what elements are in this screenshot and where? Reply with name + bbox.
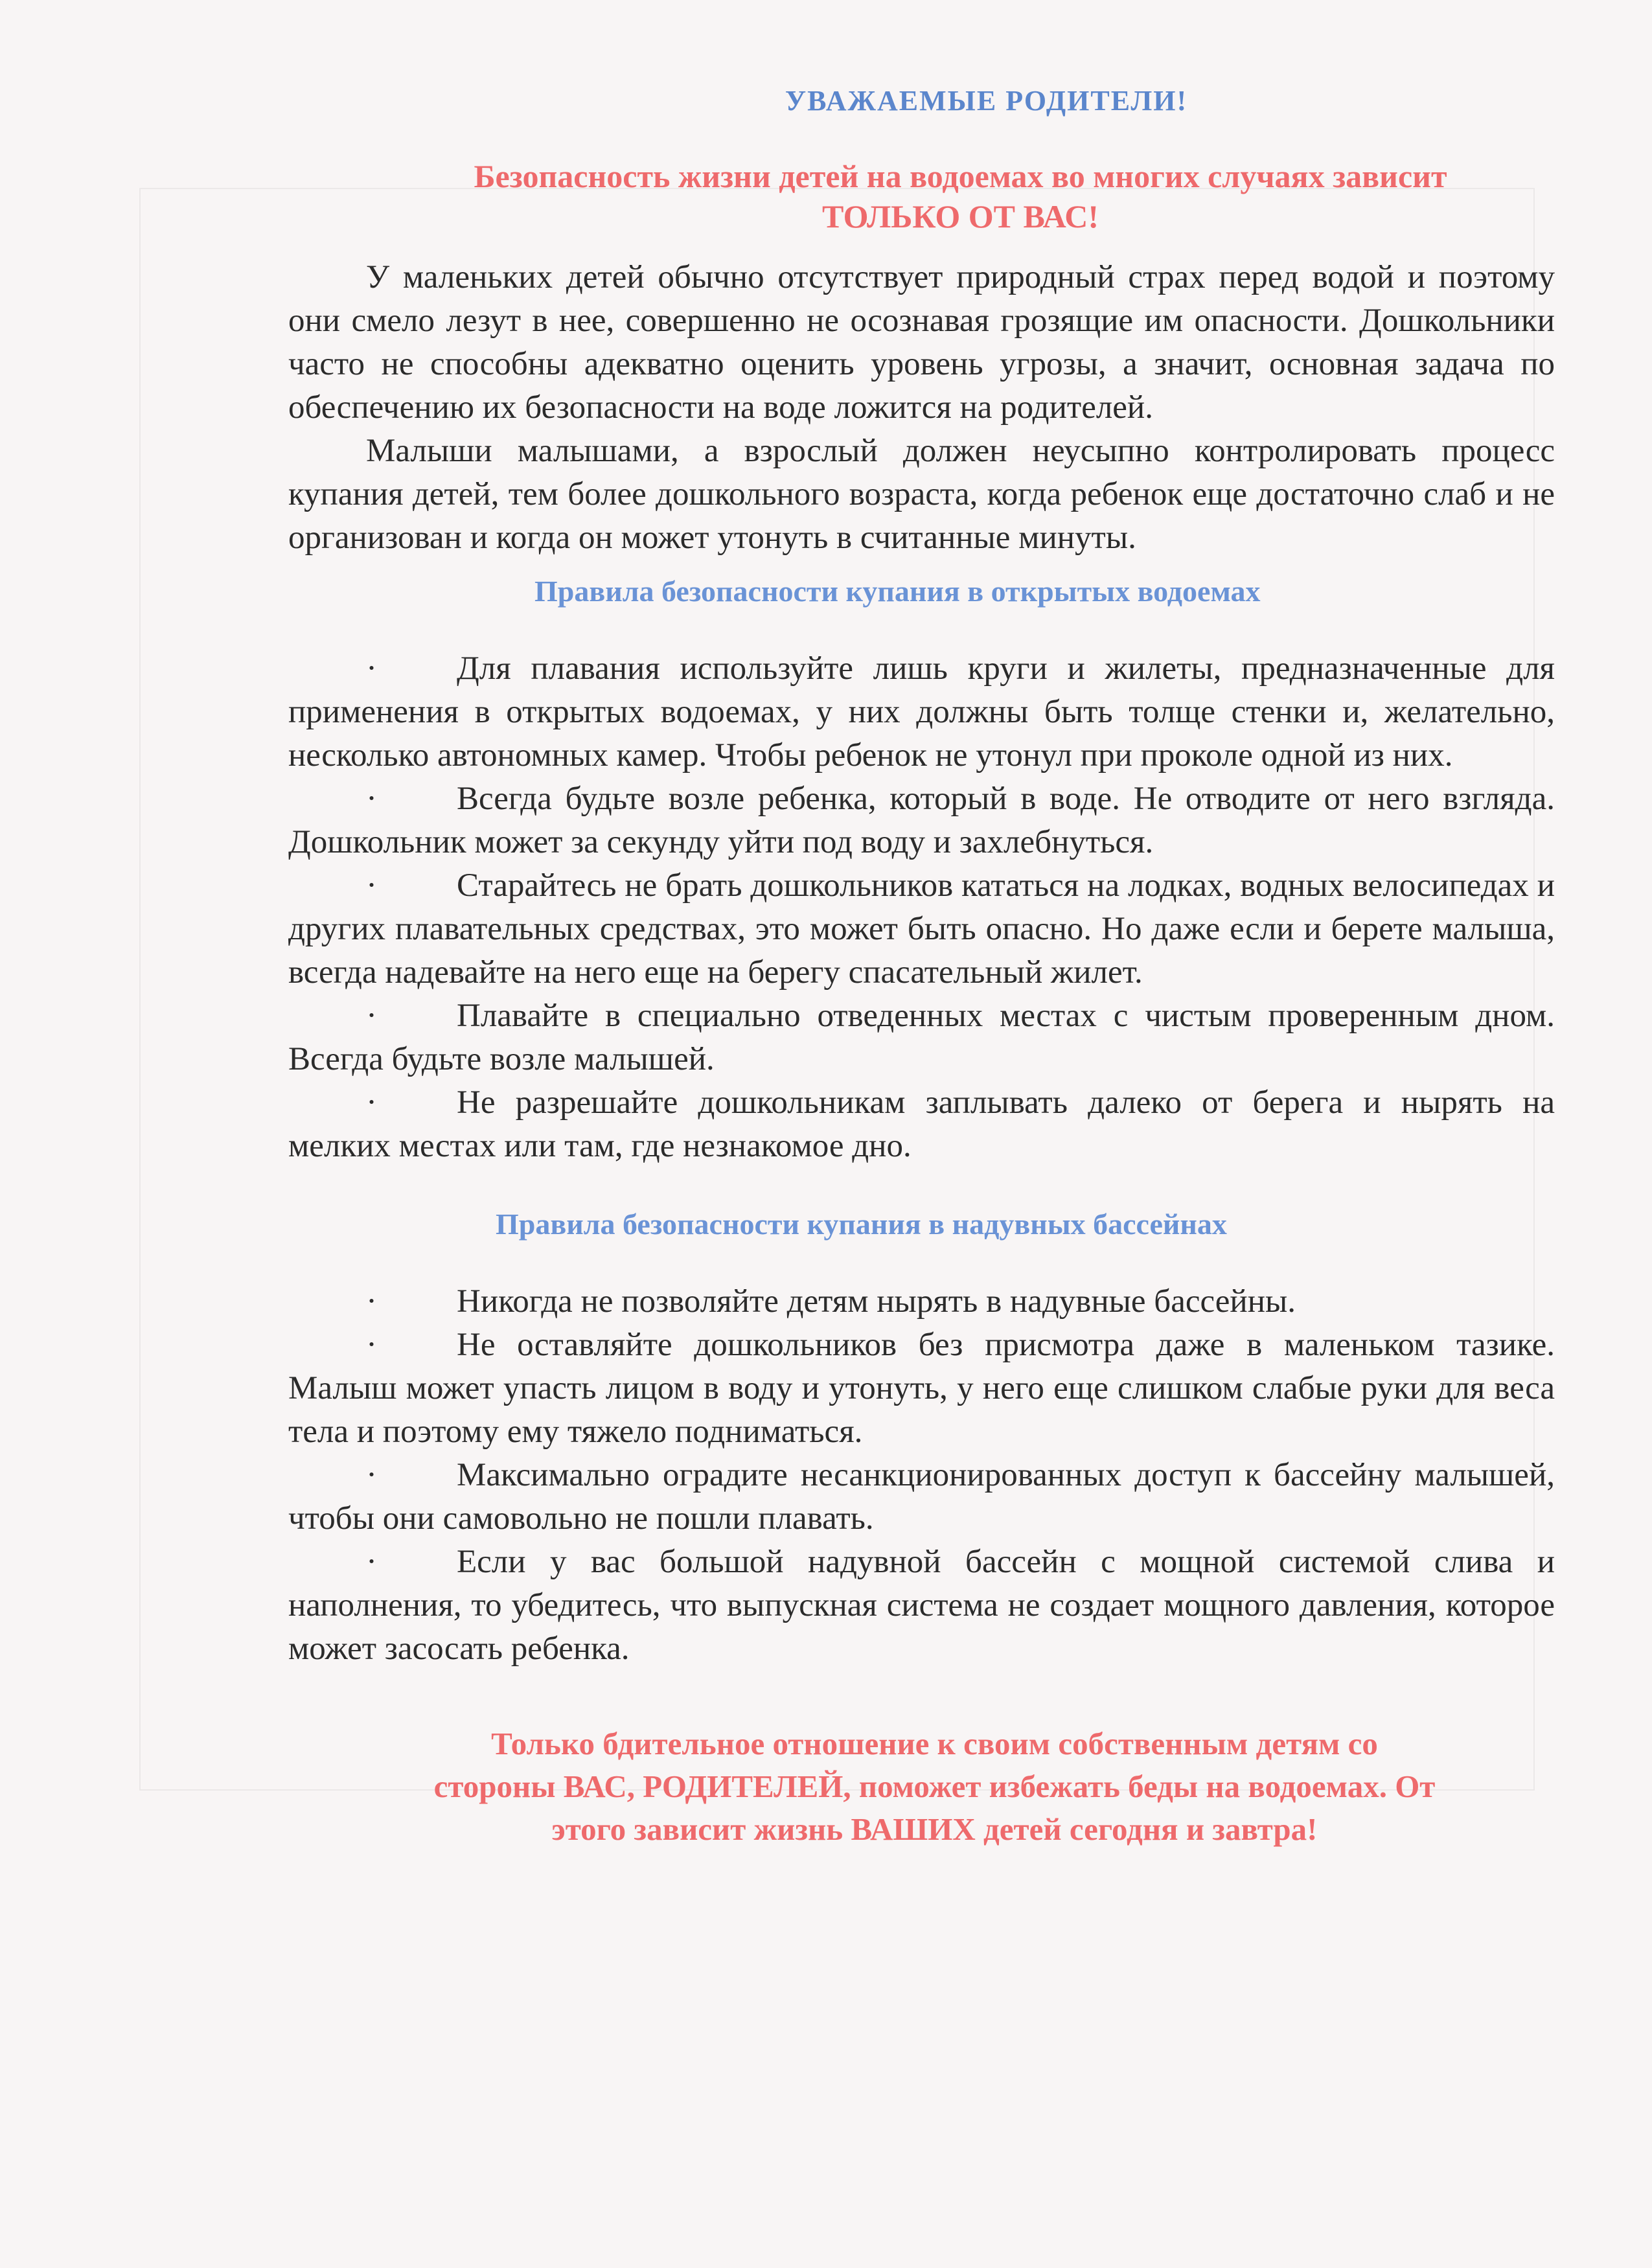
bullet-icon: · (366, 867, 377, 904)
list-item (288, 647, 1555, 777)
list-item (288, 1280, 1555, 1323)
rule-text: Плавайте в специально отведенных местах с чистым проверенным дном. Всегда будьте возле малышей. (288, 998, 1555, 1077)
list-item (288, 1541, 1555, 1671)
rule-text: Не оставляйте дошкольников без присмотра даже в маленьком тазике. Малыш может упасть лицом в воду и утонуть, у него еще слишком слабые руки для веса тела и поэтому ему тяжело подниматься. (288, 1327, 1555, 1450)
open-water-rules (288, 647, 1555, 1168)
bullet-icon: · (366, 1283, 377, 1320)
bullet-icon: · (366, 650, 377, 687)
rule-text: Не разрешайте дошкольникам заплывать далеко от берега и нырять на мелких местах или там, где незнакомое дно. (288, 1084, 1555, 1164)
subtitle-line-2: ТОЛЬКО ОТ ВАС! (821, 198, 1099, 235)
list-item (288, 1454, 1555, 1541)
rule-text: Всегда будьте возле ребенка, который в воде. Не отводите от него взгляда. Дошкольник может за секунду уйти под воду и захлебнуться. (288, 781, 1555, 860)
page-title: УВАЖАЕМЫЕ РОДИТЕЛИ! (785, 85, 1188, 117)
rule-text: Старайтесь не брать дошкольников кататься на лодках, водных велосипедах и других плавательных средствах, это может быть опасно. Но даже если и берете малыша, всегда надевайте на него еще на берегу спасательный жилет. (288, 867, 1555, 991)
open-water-heading: Правила безопасности купания в открытых водоемах (534, 575, 1261, 608)
subtitle-line-1: Безопасность жизни детей на водоемах во многих случаях зависит (474, 158, 1447, 194)
bullet-icon: · (366, 1327, 377, 1363)
closing-line-2: стороны ВАС, РОДИТЕЛЕЙ, поможет избежать беды на водоемах. От (433, 1769, 1436, 1804)
closing-line-3: этого зависит жизнь ВАШИХ детей сегодня и завтра! (551, 1811, 1318, 1847)
bullet-icon: · (366, 1544, 377, 1580)
list-item (288, 777, 1555, 864)
document-body (288, 84, 1555, 1851)
pools-rules (288, 1280, 1555, 1671)
rule-text: Для плавания используйте лишь круги и жилеты, предназначенные для применения в открытых водоемах, у них должны быть толще стенки и, желательно, несколько автономных камер. Чтобы ребенок не утонул при проколе одной из них. (288, 650, 1555, 773)
subtitle (288, 156, 1555, 236)
rule-text: Если у вас большой надувной бассейн с мощной системой слива и наполнения, то убедитесь, что выпускная система не создает мощного давления, которое может засосать ребенка. (288, 1544, 1555, 1667)
bullet-icon: · (366, 1084, 377, 1121)
closing-line-1: Только бдительное отношение к своим собственным детям со (491, 1726, 1378, 1761)
list-item (288, 1081, 1555, 1168)
rule-text: Максимально оградите несанкционированных доступ к бассейну малышей, чтобы они самовольно не пошли плавать. (288, 1457, 1555, 1537)
bullet-icon: · (366, 1457, 377, 1493)
intro-paragraph-2: Малыши малышами, а взрослый должен неусыпно контролировать процесс купания детей, тем более дошкольного возраста, когда ребенок еще достаточно слаб и не организован и когда он может утонуть в считанные минуты. (288, 433, 1555, 556)
list-item (288, 994, 1555, 1081)
list-item (288, 864, 1555, 994)
rule-text: Никогда не позволяйте детям нырять в надувные бассейны. (457, 1283, 1296, 1320)
intro-paragraph-1: У маленьких детей обычно отсутствует природный страх перед водой и поэтому они смело лезут в нее, совершенно не осознавая грозящие им опасности. Дошкольники часто не способны адекватно оценить уровень угрозы, а значит, основная задача по обеспечению их безопасности на воде ложится на родителей. (288, 259, 1555, 426)
bullet-icon: · (366, 781, 377, 817)
pools-heading: Правила безопасности купания в надувных бассейнах (496, 1208, 1227, 1241)
list-item (288, 1323, 1555, 1454)
closing-appeal (288, 1723, 1555, 1851)
bullet-icon: · (366, 998, 377, 1034)
